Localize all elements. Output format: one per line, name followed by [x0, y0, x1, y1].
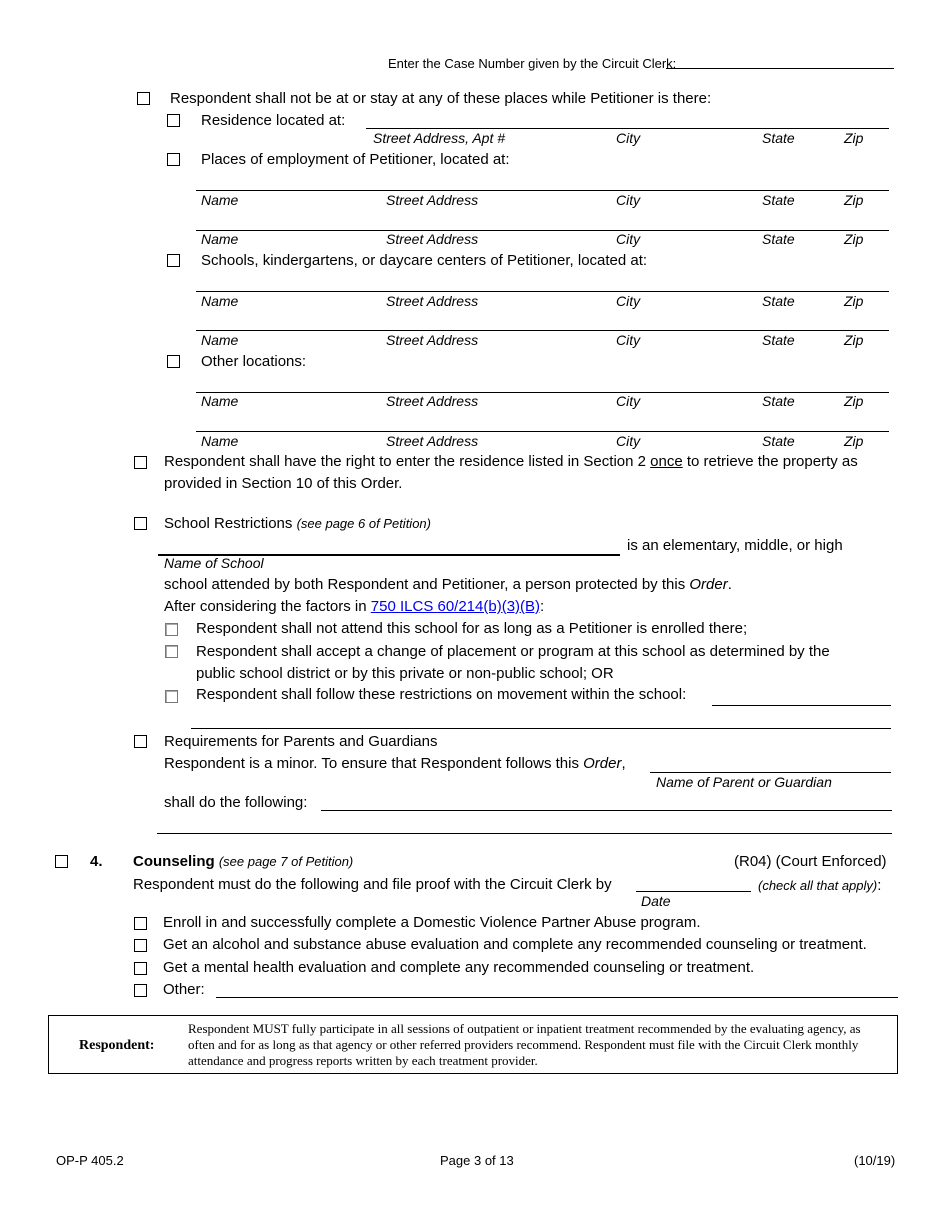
residence-street-caption: Street Address, Apt # — [373, 130, 506, 146]
caption-name: Name — [201, 433, 239, 449]
school-restrictions-note: (see page 6 of Petition) — [296, 516, 431, 531]
mental-health-checkbox[interactable] — [134, 962, 147, 975]
caption-state: State — [762, 231, 795, 247]
movement-restrictions-checkbox[interactable] — [165, 690, 178, 703]
residence-address-field[interactable] — [366, 128, 889, 129]
minor-text-a: Respondent is a minor. To ensure that Respondent follows this — [164, 755, 584, 772]
employment-checkbox[interactable] — [167, 153, 180, 166]
counseling-must-text: Respondent must do the following and file proof with the Circuit Clerk by — [133, 876, 612, 893]
school-restrictions-title-text: School Restrictions — [164, 515, 293, 532]
stay-away-intro: Respondent shall not be at or stay at any of these places while Petitioner is there: — [170, 90, 712, 107]
caption-city: City — [616, 393, 641, 409]
residence-checkbox[interactable] — [167, 114, 180, 127]
parents-guardians-title: Requirements for Parents and Guardians — [164, 733, 438, 750]
school-name-caption: Name of School — [164, 555, 264, 571]
notice-label: Respondent: — [79, 1038, 155, 1053]
caption-state: State — [762, 332, 795, 348]
residence-city-caption: City — [616, 130, 641, 146]
school-attended-a: school attended by both Respondent and Petitioner, a person protected by this — [164, 576, 690, 593]
caption-name: Name — [201, 293, 239, 309]
caption-street: Street Address — [386, 231, 479, 247]
other-counseling-field[interactable] — [216, 997, 898, 998]
factors-text-end: : — [540, 598, 545, 615]
date-caption: Date — [641, 893, 671, 909]
retrieve-property-checkbox[interactable] — [134, 456, 147, 469]
caption-city: City — [616, 231, 641, 247]
caption-street: Street Address — [386, 393, 479, 409]
shall-do-text: shall do the following: — [164, 794, 308, 811]
proof-date-field[interactable] — [636, 891, 751, 892]
school-attended-order: Order — [689, 576, 728, 593]
caption-state: State — [762, 192, 795, 208]
caption-zip: Zip — [844, 231, 864, 247]
caption-state: State — [762, 393, 795, 409]
section-number: 4. — [90, 853, 103, 870]
ilcs-statute-link[interactable]: 750 ILCS 60/214(b)(3)(B) — [370, 598, 541, 615]
revision-date: (10/19) — [854, 1153, 896, 1168]
parent-name-field[interactable] — [650, 772, 891, 773]
parent-name-caption: Name of Parent or Guardian — [656, 774, 832, 790]
shall-do-field-1[interactable] — [321, 810, 892, 811]
minor-order: Order — [583, 755, 622, 772]
school-attended-text — [164, 576, 732, 593]
caption-city: City — [616, 332, 641, 348]
substance-abuse-text: Get an alcohol and substance abuse evaluation and complete any recommended counseling or treatment. — [163, 936, 867, 953]
schools-address-field-2[interactable] — [196, 330, 889, 331]
other-address-field-2[interactable] — [196, 431, 889, 432]
caption-city: City — [616, 433, 641, 449]
movement-restrictions-field-2[interactable] — [191, 728, 891, 729]
caption-street: Street Address — [386, 192, 479, 208]
retrieve-text-b: to retrieve the property as — [682, 453, 858, 470]
check-all-text: (check all that apply) — [758, 878, 878, 893]
retrieve-text-a: Respondent shall have the right to enter the residence listed in Section 2 — [164, 453, 651, 470]
page-number: Page 3 of 13 — [440, 1153, 514, 1168]
minor-text-end: , — [621, 755, 626, 772]
factors-text — [164, 598, 544, 615]
employment-address-field-1[interactable] — [196, 190, 889, 191]
employment-label: Places of employment of Petitioner, located at: — [201, 151, 510, 168]
caption-state: State — [762, 293, 795, 309]
caption-street: Street Address — [386, 433, 479, 449]
counseling-code: (R04) (Court Enforced) — [734, 853, 887, 870]
school-restrictions-title — [164, 515, 431, 532]
retrieve-property-line1 — [164, 453, 858, 470]
other-counseling-label: Other: — [163, 981, 205, 998]
factors-text-a: After considering the factors in — [164, 598, 371, 615]
residence-state-caption: State — [762, 130, 795, 146]
parents-guardians-checkbox[interactable] — [134, 735, 147, 748]
school-attended-end: . — [727, 576, 732, 593]
change-placement-line2: public school district or by this private or non-public school; OR — [196, 665, 614, 682]
school-restrictions-checkbox[interactable] — [134, 517, 147, 530]
caption-name: Name — [201, 192, 239, 208]
caption-name: Name — [201, 393, 239, 409]
not-attend-text: Respondent shall not attend this school for as long as a Petitioner is enrolled there; — [196, 620, 748, 637]
other-counseling-checkbox[interactable] — [134, 984, 147, 997]
caption-name: Name — [201, 231, 239, 247]
counseling-title — [133, 853, 353, 870]
caption-name: Name — [201, 332, 239, 348]
caption-city: City — [616, 293, 641, 309]
check-all-note — [758, 877, 881, 894]
caption-city: City — [616, 192, 641, 208]
notice-text: Respondent MUST fully participate in all sessions of outpatient or inpatient treatment recommended by the evaluating agency, as often and for as long as that agency or other referred providers recommend. Respondent must file with the Circuit Clerk monthly attendance and progress reports written by each treatment provider. — [188, 1021, 861, 1068]
mental-health-text: Get a mental health evaluation and complete any recommended counseling or treatment. — [163, 959, 755, 976]
case-number-label: Enter the Case Number given by the Circuit Clerk: — [388, 56, 677, 71]
residence-label: Residence located at: — [201, 112, 346, 129]
caption-zip: Zip — [844, 293, 864, 309]
not-attend-checkbox[interactable] — [165, 623, 178, 636]
residence-zip-caption: Zip — [844, 130, 864, 146]
retrieve-once: once — [650, 453, 683, 470]
other-locations-label: Other locations: — [201, 353, 307, 370]
caption-zip: Zip — [844, 433, 864, 449]
form-id: OP-P 405.2 — [56, 1153, 124, 1168]
caption-street: Street Address — [386, 293, 479, 309]
schools-address-field-1[interactable] — [196, 291, 889, 292]
caption-zip: Zip — [844, 192, 864, 208]
substance-abuse-checkbox[interactable] — [134, 939, 147, 952]
other-locations-checkbox[interactable] — [167, 355, 180, 368]
check-all-end: : — [877, 877, 882, 894]
schools-checkbox[interactable] — [167, 254, 180, 267]
retrieve-property-line2: provided in Section 10 of this Order. — [164, 475, 403, 492]
change-placement-checkbox[interactable] — [165, 645, 178, 658]
counseling-note: (see page 7 of Petition) — [218, 854, 354, 869]
respondent-notice-box — [48, 1015, 898, 1074]
caption-zip: Zip — [844, 332, 864, 348]
dv-program-checkbox[interactable] — [134, 917, 147, 930]
school-level-text: is an elementary, middle, or high — [627, 537, 843, 554]
schools-label: Schools, kindergartens, or daycare centers of Petitioner, located at: — [201, 252, 648, 269]
counseling-checkbox[interactable] — [55, 855, 68, 868]
caption-street: Street Address — [386, 332, 479, 348]
movement-restrictions-field-1[interactable] — [712, 705, 891, 706]
minor-text — [164, 755, 626, 772]
stay-away-checkbox[interactable] — [137, 92, 150, 105]
dv-program-text: Enroll in and successfully complete a Domestic Violence Partner Abuse program. — [163, 914, 701, 931]
caption-zip: Zip — [844, 393, 864, 409]
counseling-title-text: Counseling — [133, 853, 215, 870]
shall-do-field-2[interactable] — [157, 833, 892, 834]
change-placement-line1: Respondent shall accept a change of placement or program at this school as determined by the — [196, 643, 830, 660]
case-number-field[interactable] — [666, 68, 894, 69]
movement-restrictions-text: Respondent shall follow these restrictions on movement within the school: — [196, 686, 687, 703]
caption-state: State — [762, 433, 795, 449]
